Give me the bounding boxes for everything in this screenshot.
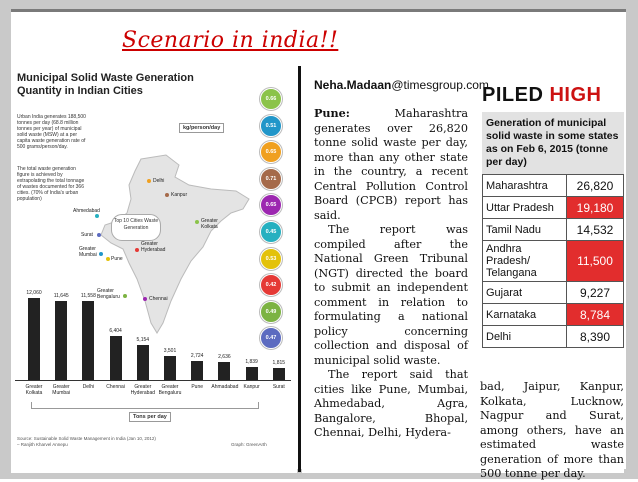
table-heading: Generation of municipal solid waste in some states as on Feb 6, 2015 (tonne per day): [482, 112, 624, 174]
bar: [28, 298, 40, 380]
tons-bracket: [31, 402, 259, 409]
bar-category-label: Greater Hyderabad: [130, 384, 156, 396]
map-label-kolkata: Greater Kolkata: [201, 218, 218, 230]
byline-name: Neha.Madaan: [314, 78, 392, 92]
state-name: Maharashtra: [483, 175, 567, 197]
state-value: 19,180: [567, 197, 624, 219]
article-paragraph-2: The report was compiled after the National Green Tribunal (NGT) directed the board to submit an independent comment in relation to formulating a national policy concerning collection and disposal of municipal solid waste.: [314, 223, 468, 367]
state-value: 26,820: [567, 175, 624, 197]
map-dot-pune: [106, 257, 110, 261]
state-name: Uttar Pradesh: [483, 197, 567, 219]
infographic-source: Source: Sustainable Solid Waste Management in India (Jan 10, 2012) – Ranjith Kharvel Annepu: [17, 436, 156, 447]
bar-value-label: 1,839: [245, 359, 258, 366]
map-label-chennai: Chennai: [149, 296, 168, 302]
map-label-ahmedabad: Ahmedabad: [73, 208, 100, 214]
per-capita-circle: 0.71: [260, 168, 282, 190]
map-dot-bengaluru: [123, 294, 127, 298]
top10-center-label: Top 10 Cities Waste Generation: [111, 214, 161, 241]
state-table: [482, 174, 624, 348]
state-name: Karnataka: [483, 304, 567, 326]
bar-value-label: 1,815: [272, 359, 286, 366]
bar: [137, 345, 149, 380]
map-dot-surat: [97, 233, 101, 237]
bar-category-label: Surat: [272, 384, 285, 390]
article-dateline: Pune:: [314, 106, 350, 120]
state-value: 8,390: [567, 326, 624, 348]
bar-category-label: Kanpur: [243, 384, 260, 390]
map-dot-mumbai: [99, 252, 103, 256]
state-waste-table: [482, 112, 624, 348]
map-dot-ahmedabad: [95, 214, 99, 218]
per-capita-circle: 0.47: [260, 327, 282, 349]
kg-per-person-label: kg/person/day: [179, 123, 224, 133]
table-row: [483, 175, 624, 197]
bar-category-label: Pune: [191, 384, 204, 390]
table-row: [483, 304, 624, 326]
bar-category-label: Chennai: [106, 384, 125, 390]
bar-value-label: 3,501: [163, 348, 177, 355]
state-value: 9,227: [567, 282, 624, 304]
per-capita-circle: 0.53: [260, 248, 282, 270]
per-capita-circle: 0.65: [260, 194, 282, 216]
headline-part-1: PILED: [482, 84, 544, 106]
india-map: [71, 151, 271, 341]
slide-frame-right: [626, 0, 638, 479]
table-row: [483, 282, 624, 304]
infographic-panel: [11, 66, 297, 473]
article-paragraph-1: Pune: Maharashtra generates over 26,820 tonne solid waste per day, more than any other state in the country, a recent Central Pollution Control Board (CPCB) report has said.: [314, 106, 468, 222]
bar: [218, 362, 230, 380]
map-dot-kanpur: [165, 193, 169, 197]
map-label-hyderabad: Greater Hyderabad: [141, 241, 166, 253]
state-name: Tamil Nadu: [483, 219, 567, 241]
slide-frame-top: [0, 0, 638, 12]
bar: [82, 301, 94, 380]
state-name: Gujarat: [483, 282, 567, 304]
per-capita-circle: 0.51: [260, 115, 282, 137]
bar: [191, 361, 203, 380]
byline: [314, 78, 489, 92]
bar: [273, 368, 285, 380]
map-dot-delhi: [147, 179, 151, 183]
per-capita-circle: 0.66: [260, 88, 282, 110]
map-label-surat: Surat: [81, 232, 93, 238]
infographic-graph-credit: Graph: GreenArth: [231, 442, 267, 447]
bar-category-label: Greater Mumbai: [52, 384, 71, 396]
state-value: 8,784: [567, 304, 624, 326]
infographic-title: Municipal Solid Waste Generation Quantity in Indian Cities: [17, 72, 194, 97]
per-capita-circles: [260, 88, 282, 354]
article-paragraph-3: The report said that cities like Pune, Mumbai, Ahmedabad, Agra, Bangalore, Bhopal, Chennai, Delhi, Hydera-: [314, 368, 468, 439]
bar-category-label: Delhi: [82, 384, 95, 390]
table-row: [483, 219, 624, 241]
bar-category-label: Ahmadabad: [211, 384, 239, 390]
infographic-note-extrapolation: The total waste generation figure is achieved by extrapolating the total tonnage of wastes documented for 366 cities. (70% of India's urban population): [17, 166, 85, 202]
byline-domain: @timesgroup.com: [391, 78, 489, 92]
map-label-mumbai: Greater Mumbai: [79, 246, 97, 258]
bar-value-label: 6,404: [109, 328, 122, 335]
slide-title: Scenario in india!!: [122, 28, 339, 53]
bar-value-label: 2,724: [190, 353, 204, 360]
per-capita-circle: 0.65: [260, 141, 282, 163]
map-dot-kolkata: [195, 220, 199, 224]
state-value: 11,500: [567, 241, 624, 282]
map-label-pune: Pune: [111, 256, 123, 262]
table-row: [483, 241, 624, 282]
bar-category-label: Greater Bengaluru: [158, 384, 182, 396]
bar-value-label: 11,645: [53, 292, 69, 299]
tons-per-day-label: Tons per day: [129, 412, 171, 422]
state-name: Delhi: [483, 326, 567, 348]
headline-piled-high: [482, 84, 601, 107]
state-name: Andhra Pradesh/ Telangana: [483, 241, 567, 282]
newspaper-clipping: [302, 66, 624, 480]
infographic-note-generation: Urban India generates 188,500 tonnes per day (68.8 million tonnes per year) of municipal solid waste (MSW) at a per capita waste generation rate of 500 grams/person/day.: [17, 114, 86, 150]
per-capita-circle: 0.45: [260, 221, 282, 243]
bar-value-label: 2,636: [218, 354, 231, 361]
bar: [164, 356, 176, 380]
article-body: [314, 106, 468, 441]
bar-category-label: Greater Kolkata: [25, 384, 43, 396]
map-dot-hyderabad: [135, 248, 139, 252]
per-capita-circle: 0.49: [260, 301, 282, 323]
bar-value-label: 5,154: [136, 336, 150, 343]
bar-value-label: 12,060: [26, 289, 42, 296]
slide-frame-left: [0, 0, 11, 479]
article-continuation: bad, Jaipur, Kanpur, Kolkata, Lucknow, Nagpur and Surat, among others, have an estimated waste generation of more than 500 tonne per day.: [480, 380, 624, 480]
bar: [110, 336, 122, 380]
table-row: [483, 197, 624, 219]
bar-value-label: 11,558: [80, 293, 96, 300]
bar-chart-baseline: [15, 380, 291, 381]
map-label-kanpur: Kanpur: [171, 192, 188, 198]
per-capita-circle: 0.42: [260, 274, 282, 296]
column-divider: [298, 66, 301, 472]
table-row: [483, 326, 624, 348]
state-value: 14,532: [567, 219, 624, 241]
headline-part-2: HIGH: [549, 84, 602, 106]
map-dot-chennai: [143, 297, 147, 301]
map-label-delhi: Delhi: [153, 178, 165, 184]
map-label-bengaluru: Greater Bengaluru: [97, 288, 120, 300]
bar: [246, 367, 258, 380]
bar: [55, 301, 67, 380]
